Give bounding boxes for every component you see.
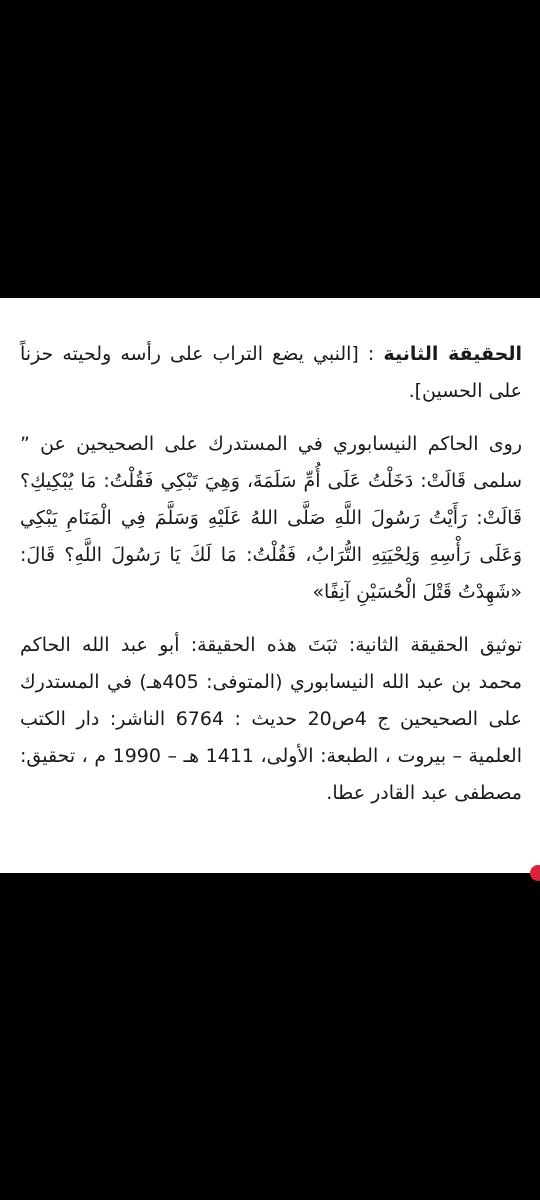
document-page xyxy=(0,298,540,873)
fact-separator: : xyxy=(358,343,384,365)
narration-paragraph: روى الحاكم النيسابوري في المستدرك على الصحيحين عن ” سلمى قَالَتْ: دَخَلْتُ عَلَى أُمِّ سَلَمَةَ، وَهِيَ تَبْكِي فَقُلْتُ: مَا يُبْكِيكِ؟ قَالَتْ: رَأَيْتُ رَسُولَ اللَّهِ صَلَّى اللهُ عَلَيْهِ وَسَلَّمَ فِي الْمَنَامِ يَبْكِي وَعَلَى رَأْسِهِ وَلِحْيَتِهِ التُّرَابُ، فَقُلْتُ: مَا لَكَ يَا رَسُولَ اللَّهِ؟ قَالَ: «شَهِدْتُ قَتْلَ الْحُسَيْنِ آنِفًا» xyxy=(20,433,522,603)
notification-dot xyxy=(530,865,540,881)
fact-label: الحقيقة الثانية xyxy=(383,343,522,365)
document-text xyxy=(20,336,522,828)
fact-heading xyxy=(20,336,522,410)
fact-title: [النبي يضع التراب على رأسه ولحيته حزناً على الحسين]. xyxy=(20,343,522,402)
documentation-paragraph: توثيق الحقيقة الثانية: ثبَتَ هذه الحقيقة: أبو عبد الله الحاكم محمد بن عبد الله النيسابوري (المتوفى: 405هـ) في المستدرك على الصحيحين ج 4ص20 حديث : 6764 الناشر: دار الكتب العلمية – بيروت ، الطبعة: الأولى، 1411 هـ – 1990 م ، تحقيق: مصطفى عبد القادر عطا. xyxy=(20,634,522,804)
